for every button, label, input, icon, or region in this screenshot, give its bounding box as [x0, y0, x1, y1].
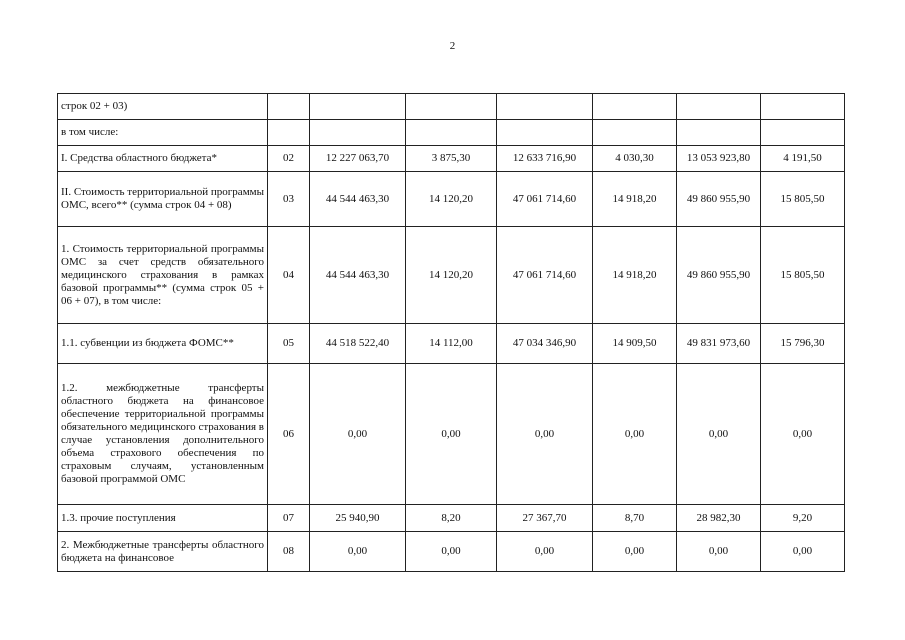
value-cell: 0,00 — [761, 364, 845, 505]
table-row — [58, 505, 845, 532]
value-cell: 44 544 463,30 — [310, 227, 406, 324]
row-code: 04 — [268, 227, 310, 324]
value-cell: 0,00 — [310, 364, 406, 505]
value-cell: 49 860 955,90 — [677, 172, 761, 227]
value-cell: 27 367,70 — [497, 505, 593, 532]
value-cell: 0,00 — [677, 364, 761, 505]
value-cell: 0,00 — [593, 532, 677, 572]
value-cell: 0,00 — [310, 532, 406, 572]
value-cell — [677, 120, 761, 146]
value-cell: 15 796,30 — [761, 324, 845, 364]
table-row — [58, 94, 845, 120]
table-row — [58, 120, 845, 146]
value-cell: 44 518 522,40 — [310, 324, 406, 364]
row-name: 1.2. межбюджетные трансферты областного бюджета на финансовое обеспечение территориальной программы обязательного медицинского страхования в случае установления дополнительного объема страхового обеспечения по страховым случаям, установленным базовой программой ОМС — [58, 364, 268, 505]
value-cell: 25 940,90 — [310, 505, 406, 532]
row-name: 1.3. прочие поступления — [58, 505, 268, 532]
value-cell: 0,00 — [677, 532, 761, 572]
value-cell: 14 120,20 — [406, 172, 497, 227]
row-code: 02 — [268, 146, 310, 172]
value-cell: 4 030,30 — [593, 146, 677, 172]
table-row — [58, 324, 845, 364]
row-code: 03 — [268, 172, 310, 227]
value-cell — [593, 120, 677, 146]
value-cell: 14 909,50 — [593, 324, 677, 364]
row-name: 2. Межбюджетные трансферты областного бюджета на финансовое — [58, 532, 268, 572]
value-cell: 14 112,00 — [406, 324, 497, 364]
value-cell: 4 191,50 — [761, 146, 845, 172]
value-cell: 0,00 — [406, 532, 497, 572]
value-cell: 15 805,50 — [761, 227, 845, 324]
value-cell: 12 633 716,90 — [497, 146, 593, 172]
table-row — [58, 172, 845, 227]
value-cell — [310, 120, 406, 146]
value-cell: 0,00 — [593, 364, 677, 505]
value-cell — [761, 120, 845, 146]
value-cell: 3 875,30 — [406, 146, 497, 172]
row-name: I. Средства областного бюджета* — [58, 146, 268, 172]
value-cell — [497, 120, 593, 146]
value-cell: 49 831 973,60 — [677, 324, 761, 364]
value-cell — [677, 94, 761, 120]
funding-table — [57, 93, 845, 572]
value-cell — [593, 94, 677, 120]
value-cell: 15 805,50 — [761, 172, 845, 227]
value-cell — [310, 94, 406, 120]
row-name: 1. Стоимость территориальной программы ОМС за счет средств обязательного медицинского страхования в рамках базовой программы** (сумма строк 05 + 06 + 07), в том числе: — [58, 227, 268, 324]
row-code — [268, 94, 310, 120]
row-code: 08 — [268, 532, 310, 572]
value-cell: 49 860 955,90 — [677, 227, 761, 324]
value-cell: 47 034 346,90 — [497, 324, 593, 364]
table-row — [58, 364, 845, 505]
value-cell: 14 918,20 — [593, 227, 677, 324]
value-cell: 14 918,20 — [593, 172, 677, 227]
value-cell: 0,00 — [406, 364, 497, 505]
value-cell: 8,70 — [593, 505, 677, 532]
row-name: 1.1. субвенции из бюджета ФОМС** — [58, 324, 268, 364]
row-code — [268, 120, 310, 146]
value-cell: 0,00 — [497, 364, 593, 505]
value-cell — [497, 94, 593, 120]
row-name: в том числе: — [58, 120, 268, 146]
table-row — [58, 532, 845, 572]
value-cell: 8,20 — [406, 505, 497, 532]
value-cell — [761, 94, 845, 120]
value-cell: 47 061 714,60 — [497, 172, 593, 227]
value-cell — [406, 94, 497, 120]
value-cell: 28 982,30 — [677, 505, 761, 532]
value-cell: 9,20 — [761, 505, 845, 532]
page-number: 2 — [449, 40, 456, 52]
value-cell: 12 227 063,70 — [310, 146, 406, 172]
row-code: 06 — [268, 364, 310, 505]
row-name: строк 02 + 03) — [58, 94, 268, 120]
row-code: 05 — [268, 324, 310, 364]
value-cell: 14 120,20 — [406, 227, 497, 324]
table-row — [58, 227, 845, 324]
row-code: 07 — [268, 505, 310, 532]
value-cell: 0,00 — [497, 532, 593, 572]
value-cell — [406, 120, 497, 146]
row-name: II. Стоимость территориальной программы ОМС, всего** (сумма строк 04 + 08) — [58, 172, 268, 227]
value-cell: 0,00 — [761, 532, 845, 572]
value-cell: 44 544 463,30 — [310, 172, 406, 227]
table-row — [58, 146, 845, 172]
value-cell: 13 053 923,80 — [677, 146, 761, 172]
value-cell: 47 061 714,60 — [497, 227, 593, 324]
